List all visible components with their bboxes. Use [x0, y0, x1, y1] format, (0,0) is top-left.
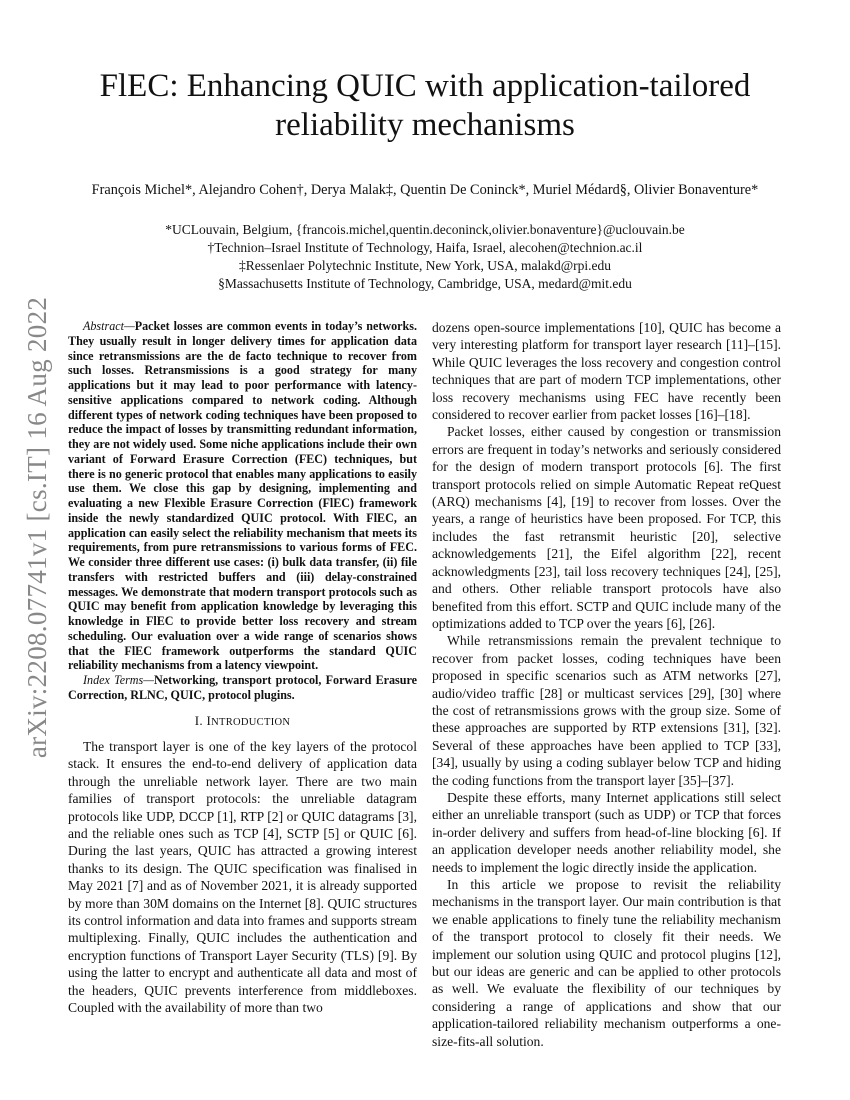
- affiliation-uclouvain: *UCLouvain, Belgium, {francois.michel,quentin.deconinck,olivier.bonaventure}@uclouvain.be: [165, 222, 685, 237]
- intro-paragraph-6: In this article we propose to revisit the reliability mechanisms in the transport layer. Our main contribution is that we enable applications to finely tune the reliability mechanism of the transport protocol to closely fit their needs. We implement our solution using QUIC and protocol plugins [12], but our ideas are generic and can be applied to other protocols as well. We evaluate the flexibility of our techniques by considering a range of applications and show that our application-tailored reliability mechanism outperforms a one-size-fits-all solution.: [432, 877, 781, 1049]
- intro-paragraph-2: dozens open-source implementations [10], QUIC has become a very interesting platform for transport layer research [11]–[15]. While QUIC leverages the loss recovery and congestion control techniques that are part of modern TCP implementations, other loss recovery mechanisms using FEC have recently been considered to recover earlier from packet losses [16]–[18].: [432, 320, 781, 423]
- section-title-rest: NTRODUCTION: [211, 716, 291, 728]
- intro-paragraph-3: Packet losses, either caused by congestion or transmission errors are frequent in today’s networks and seriously considered for the design of modern transport protocols [6]. The first transport protocols relied on simple Automatic Repeat reQuest (ARQ) mechanisms [4], [19] to recover from losses. Over the years, a range of heuristics have been proposed. For TCP, this includes the fast retransmit heuristic [20], selective acknowledgements [21], the Eifel algorithm [22], recent acknowledgments [23], tail loss recovery techniques [24], [25], and others. Other reliable transport protocols have also benefited from this effort. SCTP and QUIC include many of the optimizations added to TCP over the years [6], [26].: [432, 424, 781, 631]
- affiliation-rpi: ‡Ressenlaer Polytechnic Institute, New York, USA, malakd@rpi.edu: [238, 258, 611, 273]
- affiliations: [80, 221, 770, 293]
- abstract-text: Packet losses are common events in today’s networks. They usually result in longer delivery times for application data since retransmissions are the de facto technique to recover from such losses. Retransmissions is a good strategy for many applications but it may lead to poor performance with latency-sensitive applications compared to network coding. Although different types of network coding techniques have been proposed to reduce the impact of losses by transmitting redundant information, they are not widely used. Some niche applications include their own variant of Forward Erasure Correction (FEC) techniques, but there is no generic protocol that enables many applications to easily use them. We close this gap by designing, implementing and evaluating a new Flexible Erasure Correction (FlEC) framework inside the newly standardized QUIC protocol. With FlEC, an application can easily select the reliability mechanism that meets its requirements, from pure retransmissions to various forms of FEC. We consider three different use cases: (i) bulk data transfer, (ii) file transfers with restricted buffers and (iii) delay-constrained messages. We demonstrate that modern transport protocols such as QUIC may benefit from application knowledge by leveraging this knowledge in FlEC to provide better loss recovery and stream scheduling. Our evaluation over a wide range of scenarios shows that the FlEC framework outperforms the standard QUIC reliability mechanisms from a latency viewpoint.: [68, 319, 417, 673]
- affiliation-mit: §Massachusetts Institute of Technology, Cambridge, USA, medard@mit.edu: [218, 276, 632, 291]
- index-terms: [68, 673, 417, 703]
- section-heading-introduction: [68, 712, 417, 731]
- right-column: [432, 319, 781, 1050]
- left-column: [68, 319, 417, 1016]
- section-numeral: I.: [194, 712, 203, 728]
- abstract-lead: Abstract—: [83, 319, 135, 333]
- index-terms-text: Networking, transport protocol, Forward Erasure Correction, RLNC, QUIC, protocol plugins.: [68, 673, 418, 702]
- section-title-initial: I: [206, 712, 212, 728]
- intro-paragraph-5: Despite these efforts, many Internet applications still select either an unreliable transport (such as UDP) or TCP that forces in-order delivery and suffers from head-of-line blocking [6]. If an application developer needs another reliability model, she needs to implement the logic directly inside the application.: [432, 789, 781, 875]
- abstract: [68, 319, 417, 673]
- author-list: François Michel*, Alejandro Cohen†, Derya Malak‡, Quentin De Coninck*, Muriel Médard§, Olivier Bonaventure*: [91, 182, 759, 198]
- arxiv-identifier: arXiv:2208.07741v1 [cs.IT] 16 Aug 2022: [22, 296, 53, 758]
- intro-paragraph-4: While retransmissions remain the prevalent technique to recover from packet losses, coding techniques have been proposed in specific scenarios such as ATM networks [27], audio/video traffic [28] or multicast services [29], [30] where the cost of retransmissions grows with the group size. Some of these approaches are supported by RTP extensions [31], [32]. Several of these approaches have been applied to TCP [33], [34], usually by using a coding sublayer below TCP and hiding the coding functions from the transport layer [35]–[37].: [432, 633, 781, 788]
- affiliation-technion: †Technion–Israel Institute of Technology, Haifa, Israel, alecohen@technion.ac.il: [207, 240, 643, 255]
- intro-paragraph-1: The transport layer is one of the key layers of the protocol stack. It ensures the end-to-end delivery of application data through the unreliable network layer. There are two main families of transport protocols: the unreliable datagram protocols like UDP, DCCP [1], RTP [2] or QUIC datagrams [3], and the reliable ones such as TCP [4], SCTP [5] or QUIC [6]. During the last years, QUIC has attracted a growing interest thanks to its design. The QUIC specification was finalised in May 2021 [7] and as of November 2021, it is already supported by more than 30M domains on the Internet [8]. QUIC structures its control information and data into frames and supports stream multiplexing. Finally, QUIC includes the authentication and encryption functions of Transport Layer Security (TLS) [9]. By using the latter to encrypt and authenticate all data and most of the headers, QUIC prevents interference from middleboxes. Coupled with the availability of more than two: [68, 738, 417, 1015]
- index-terms-lead: Index Terms—: [83, 673, 154, 687]
- arxiv-stamp: [13, 297, 63, 757]
- paper-title: FlEC: Enhancing QUIC with application-tailored reliability mechanisms: [99, 68, 751, 143]
